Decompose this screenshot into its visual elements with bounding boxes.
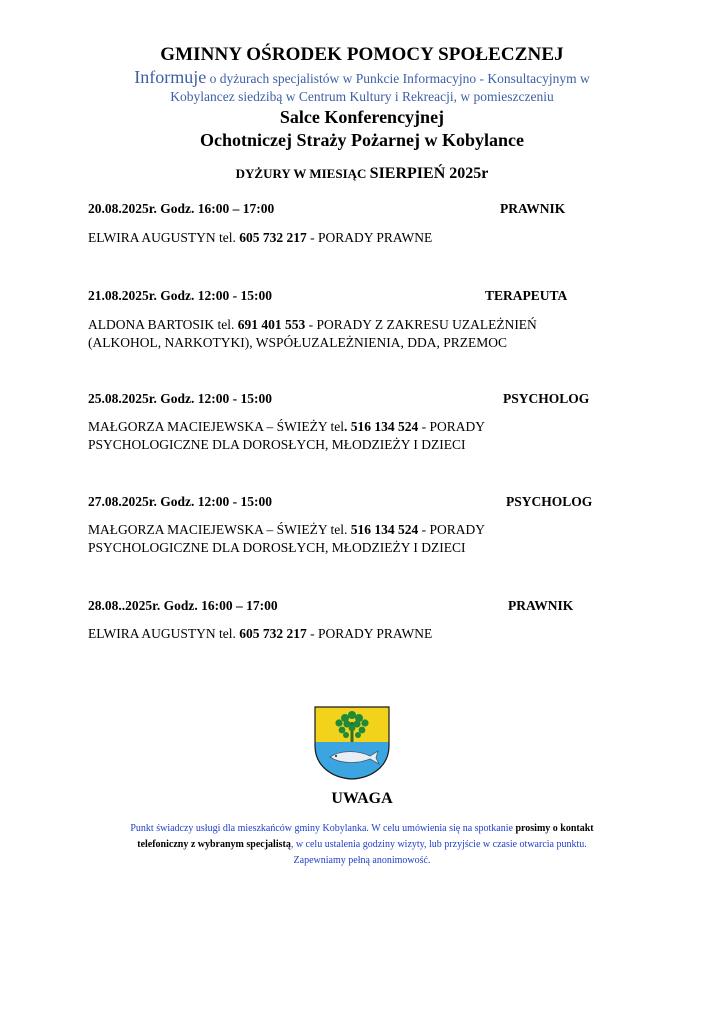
- notice-heading: UWAGA: [331, 790, 393, 807]
- entry-date-time: 25.08.2025r. Godz. 12:00 - 15:00: [88, 391, 272, 406]
- entry-text: MAŁGORZA MACIEJEWSKA – ŚWIEŻY tel.: [88, 522, 351, 537]
- coat-of-arms-icon: [314, 706, 390, 780]
- entry-text: ELWIRA AUGUSTYN tel.: [88, 626, 240, 641]
- info-line-2: Kobylancez siedzibą w Centrum Kultury i Rekreacji, w pomieszczeniu: [170, 89, 554, 104]
- entry-text: - PORADY: [418, 419, 486, 434]
- entry-text: - PORADY Z ZAKRESU UZALEŻNIEŃ: [305, 317, 537, 332]
- entry-text: MAŁGORZA MACIEJEWSKA – ŚWIEŻY tel: [88, 419, 344, 434]
- entry-text: - PORADY PRAWNE: [306, 230, 433, 245]
- month-prefix: DYŻURY W MIESIĄC: [235, 166, 370, 181]
- entry-role: PRAWNIK: [500, 201, 566, 216]
- notice-line-1b: prosimy o kontakt: [515, 823, 594, 834]
- entry-text: - PORADY PRAWNE: [306, 626, 433, 641]
- entry-phone: 516 134 524: [350, 522, 419, 537]
- entry-date-time: 20.08.2025r. Godz. 16:00 – 17:00: [88, 201, 275, 216]
- entry-text: ELWIRA AUGUSTYN tel.: [88, 230, 240, 245]
- notice-line-1a: Punkt świadczy usługi dla mieszkańców gminy Kobylanka. W celu umówienia się na spotkanie: [130, 823, 516, 834]
- info-line-1: o dyżurach specjalistów w Punkcie Informacyjno - Konsultacyjnym w: [206, 71, 590, 86]
- notice-text: [100, 821, 624, 869]
- entry-text: PSYCHOLOGICZNE DLA DOROSŁYCH, MŁODZIEŻY I DZIECI: [88, 540, 466, 555]
- page-title: GMINNY OŚRODEK POMOCY SPOŁECZNEJ: [160, 44, 564, 65]
- entry-text: ALDONA BARTOSIK tel.: [88, 317, 238, 332]
- entry-role: PRAWNIK: [508, 598, 574, 613]
- notice-line-2a: telefoniczny z wybranym specjalistą: [137, 839, 291, 850]
- entry-phone: . 516 134 524: [344, 419, 419, 434]
- entry-role: TERAPEUTA: [485, 288, 568, 303]
- entry-date-time: 21.08.2025r. Godz. 12:00 - 15:00: [88, 288, 272, 303]
- venue-line-1: Salce Konferencyjnej: [279, 107, 445, 127]
- month-name: SIERPIEŃ 2025r: [369, 165, 489, 182]
- entry-details: [88, 316, 628, 352]
- entry-role: PSYCHOLOG: [506, 494, 593, 509]
- venue-line-2: Ochotniczej Straży Pożarnej w Kobylance: [200, 130, 524, 150]
- entry-date-time: 28.08..2025r. Godz. 16:00 – 17:00: [88, 598, 278, 613]
- month-heading: [0, 165, 724, 183]
- entry-text: - PORADY: [418, 522, 486, 537]
- notice-line-3: Zapewniamy pełną anonimowość.: [293, 855, 431, 866]
- entry-details: [88, 625, 628, 643]
- info-paragraph: [100, 68, 624, 106]
- entry-details: [88, 418, 628, 454]
- entry-phone: 605 732 217: [239, 626, 307, 641]
- entry-phone: 605 732 217: [239, 230, 307, 245]
- entry-text: PSYCHOLOGICZNE DLA DOROSŁYCH, MŁODZIEŻY I DZIECI: [88, 437, 466, 452]
- entry-role: PSYCHOLOG: [503, 391, 590, 406]
- entry-details: [88, 521, 628, 557]
- entry-details: [88, 229, 628, 247]
- entry-date-time: 27.08.2025r. Godz. 12:00 - 15:00: [88, 494, 272, 509]
- notice-line-2b: , w celu ustalenia godziny wizyty, lub przyjście w czasie otwarcia punktu.: [290, 839, 587, 850]
- info-lead: Informuje: [134, 67, 207, 87]
- entry-text: (ALKOHOL, NARKOTYKI), WSPÓŁUZALEŻNIENIA, DDA, PRZEMOC: [88, 335, 507, 350]
- entry-phone: 691 401 553: [237, 317, 306, 332]
